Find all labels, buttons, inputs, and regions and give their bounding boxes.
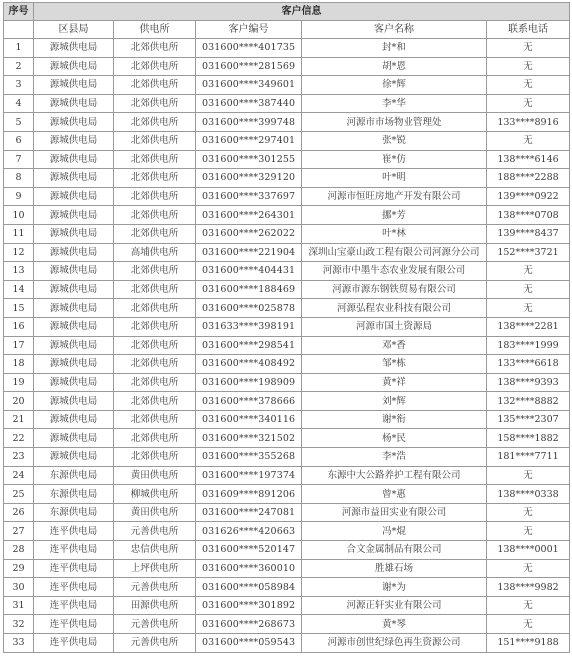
cell-phone: 无 [487,503,570,522]
cell-county: 源城供电局 [34,187,114,206]
cell-code: 031600****198909 [196,373,302,392]
table-row [4,280,570,299]
cell-code: 031600****378666 [196,392,302,411]
cell-station: 北郊供电所 [114,206,196,225]
cell-station: 北郊供电所 [114,280,196,299]
cell-county: 源城供电局 [34,280,114,299]
table-row [4,410,570,429]
cell-phone: 138****6146 [487,150,570,169]
cell-no: 23 [4,448,34,467]
cell-station: 北郊供电所 [114,355,196,374]
cell-phone: 无 [487,262,570,281]
cell-station: 元善供电所 [114,615,196,634]
cell-no: 22 [4,429,34,448]
cell-name: 河源市源东钢铁贸易有限公司 [302,280,487,299]
cell-station: 北郊供电所 [114,76,196,95]
cell-no: 9 [4,187,34,206]
table-row [4,262,570,281]
table-row [4,150,570,169]
cell-county: 源城供电局 [34,299,114,318]
cell-no: 27 [4,522,34,541]
cell-county: 源城供电局 [34,392,114,411]
cell-station: 北郊供电所 [114,392,196,411]
cell-station: 北郊供电所 [114,448,196,467]
cell-station: 北郊供电所 [114,187,196,206]
table-row [4,392,570,411]
cell-station: 黄田供电所 [114,503,196,522]
cell-code: 031600****399748 [196,113,302,132]
cell-code: 031600****268673 [196,615,302,634]
cell-phone: 无 [487,76,570,95]
cell-phone: 133****6618 [487,355,570,374]
cell-station: 北郊供电所 [114,373,196,392]
cell-county: 连平供电局 [34,559,114,578]
cell-phone: 无 [487,57,570,76]
cell-no: 28 [4,541,34,560]
cell-phone: 无 [487,39,570,58]
table-row [4,373,570,392]
cell-county: 连平供电局 [34,634,114,653]
cell-code: 031600****297401 [196,131,302,150]
cell-phone: 无 [487,615,570,634]
cell-code: 031600****262022 [196,224,302,243]
cell-no: 2 [4,57,34,76]
cell-county: 连平供电局 [34,541,114,560]
cell-station: 北郊供电所 [114,94,196,113]
cell-name: 叶*明 [302,169,487,188]
cell-name: 叶*林 [302,224,487,243]
cell-county: 源城供电局 [34,262,114,281]
customer-info-sheet [3,2,569,653]
cell-phone: 133****8916 [487,113,570,132]
cell-station: 北郊供电所 [114,299,196,318]
cell-station: 北郊供电所 [114,169,196,188]
cell-county: 源城供电局 [34,224,114,243]
cell-code: 031600****264301 [196,206,302,225]
cell-name: 河源市恒旺房地产开发有限公司 [302,187,487,206]
cell-station: 北郊供电所 [114,113,196,132]
cell-name: 挪*芳 [302,206,487,225]
cell-code: 031600****025878 [196,299,302,318]
cell-name: 冯*焜 [302,522,487,541]
header-seq: 序号 [4,3,34,21]
cell-name: 河源市创世纪绿色再生资源公司 [302,634,487,653]
cell-phone: 138****0338 [487,485,570,504]
cell-code: 031609****891206 [196,485,302,504]
customer-table [3,2,570,653]
cell-no: 4 [4,94,34,113]
cell-county: 东源供电局 [34,485,114,504]
cell-county: 源城供电局 [34,39,114,58]
table-row [4,243,570,262]
cell-code: 031600****355268 [196,448,302,467]
cell-code: 031600****301892 [196,596,302,615]
table-row [4,559,570,578]
cell-phone: 138****9982 [487,578,570,597]
cell-county: 源城供电局 [34,373,114,392]
cell-name: 封*和 [302,39,487,58]
cell-name: 河源弘程农业科技有限公司 [302,299,487,318]
table-row [4,169,570,188]
table-row [4,503,570,522]
table-body [4,39,570,653]
cell-county: 源城供电局 [34,317,114,336]
cell-no: 10 [4,206,34,225]
cell-name: 邓*香 [302,336,487,355]
cell-station: 黄田供电所 [114,466,196,485]
cell-phone: 138****0708 [487,206,570,225]
cell-name: 谢*衔 [302,410,487,429]
cell-name: 深圳山宝豪山政工程有限公司河源分公司 [302,243,487,262]
cell-phone: 无 [487,280,570,299]
cell-phone: 无 [487,559,570,578]
cell-name: 河源正轩实业有限公司 [302,596,487,615]
cell-station: 柳城供电所 [114,485,196,504]
cell-name: 崔*仿 [302,150,487,169]
header-code: 客户编号 [196,21,302,39]
cell-station: 北郊供电所 [114,317,196,336]
cell-name: 杨*民 [302,429,487,448]
table-row [4,466,570,485]
cell-name: 黄*琴 [302,615,487,634]
cell-no: 24 [4,466,34,485]
table-row [4,578,570,597]
cell-no: 20 [4,392,34,411]
cell-name: 徐*辉 [302,76,487,95]
cell-code: 031600****401735 [196,39,302,58]
cell-station: 元善供电所 [114,522,196,541]
cell-phone: 无 [487,131,570,150]
table-row [4,57,570,76]
cell-station: 北郊供电所 [114,131,196,150]
cell-no: 32 [4,615,34,634]
cell-phone: 无 [487,299,570,318]
header-seq-blank [4,21,34,39]
cell-name: 胡*恩 [302,57,487,76]
cell-county: 源城供电局 [34,76,114,95]
cell-phone: 138****9393 [487,373,570,392]
cell-station: 北郊供电所 [114,150,196,169]
cell-no: 31 [4,596,34,615]
cell-county: 源城供电局 [34,410,114,429]
cell-code: 031600****058984 [196,578,302,597]
cell-station: 忠信供电所 [114,541,196,560]
cell-no: 11 [4,224,34,243]
cell-no: 14 [4,280,34,299]
table-row [4,634,570,653]
cell-phone: 158****1882 [487,429,570,448]
cell-name: 东源中大公路养护工程有限公司 [302,466,487,485]
table-row [4,131,570,150]
cell-code: 031600****197374 [196,466,302,485]
cell-code: 031600****337697 [196,187,302,206]
table-row [4,76,570,95]
cell-no: 17 [4,336,34,355]
cell-no: 19 [4,373,34,392]
cell-code: 031633****398191 [196,317,302,336]
table-row [4,541,570,560]
cell-no: 15 [4,299,34,318]
cell-station: 北郊供电所 [114,336,196,355]
cell-name: 黄*祥 [302,373,487,392]
table-row [4,429,570,448]
table-row [4,94,570,113]
cell-code: 031600****360010 [196,559,302,578]
table-row [4,113,570,132]
cell-county: 源城供电局 [34,243,114,262]
cell-name: 河源市市场物业管理处 [302,113,487,132]
cell-station: 北郊供电所 [114,39,196,58]
cell-station: 北郊供电所 [114,262,196,281]
cell-county: 东源供电局 [34,503,114,522]
table-row [4,355,570,374]
cell-code: 031600****301255 [196,150,302,169]
cell-no: 3 [4,76,34,95]
cell-name: 河源市中墨牛态农业发展有限公司 [302,262,487,281]
cell-code: 031600****404431 [196,262,302,281]
header-name: 客户名称 [302,21,487,39]
table-row [4,485,570,504]
header-row-columns [4,21,570,39]
cell-no: 12 [4,243,34,262]
cell-phone: 无 [487,466,570,485]
cell-county: 连平供电局 [34,578,114,597]
cell-station: 北郊供电所 [114,410,196,429]
cell-code: 031600****321502 [196,429,302,448]
cell-station: 北郊供电所 [114,57,196,76]
table-row [4,448,570,467]
header-phone: 联系电话 [487,21,570,39]
cell-code: 031600****281569 [196,57,302,76]
header-station: 供电所 [114,21,196,39]
cell-station: 元善供电所 [114,634,196,653]
cell-name: 刘*辉 [302,392,487,411]
cell-name: 谢*为 [302,578,487,597]
cell-county: 连平供电局 [34,596,114,615]
cell-county: 源城供电局 [34,113,114,132]
cell-code: 031600****520147 [196,541,302,560]
cell-no: 1 [4,39,34,58]
cell-name: 胜雄石场 [302,559,487,578]
cell-code: 031600****188469 [196,280,302,299]
cell-no: 33 [4,634,34,653]
table-row [4,336,570,355]
table-row [4,187,570,206]
cell-name: 曾*惠 [302,485,487,504]
cell-county: 连平供电局 [34,615,114,634]
cell-phone: 188****2288 [487,169,570,188]
cell-phone: 138****2281 [487,317,570,336]
cell-county: 源城供电局 [34,131,114,150]
cell-code: 031600****059543 [196,634,302,653]
cell-station: 元善供电所 [114,578,196,597]
cell-station: 北郊供电所 [114,429,196,448]
cell-code: 031600****329120 [196,169,302,188]
cell-county: 源城供电局 [34,169,114,188]
table-row [4,206,570,225]
cell-code: 031600****298541 [196,336,302,355]
cell-no: 30 [4,578,34,597]
cell-no: 13 [4,262,34,281]
header-customer-info: 客户信息 [34,3,570,21]
cell-no: 29 [4,559,34,578]
cell-no: 18 [4,355,34,374]
cell-station: 田源供电所 [114,596,196,615]
cell-county: 源城供电局 [34,355,114,374]
cell-county: 东源供电局 [34,466,114,485]
cell-station: 上坪供电所 [114,559,196,578]
cell-phone: 183****1999 [487,336,570,355]
cell-name: 河源市益田实业有限公司 [302,503,487,522]
table-row [4,522,570,541]
cell-no: 25 [4,485,34,504]
cell-phone: 139****0922 [487,187,570,206]
cell-code: 031626****420663 [196,522,302,541]
table-row [4,39,570,58]
cell-phone: 151****9188 [487,634,570,653]
cell-no: 7 [4,150,34,169]
cell-name: 合文金属制品有限公司 [302,541,487,560]
cell-county: 源城供电局 [34,336,114,355]
cell-name: 张*锐 [302,131,487,150]
cell-station: 高埔供电所 [114,243,196,262]
cell-county: 源城供电局 [34,150,114,169]
cell-county: 源城供电局 [34,448,114,467]
cell-no: 26 [4,503,34,522]
cell-name: 邹*栋 [302,355,487,374]
table-row [4,615,570,634]
cell-county: 连平供电局 [34,522,114,541]
cell-station: 北郊供电所 [114,224,196,243]
cell-no: 21 [4,410,34,429]
table-row [4,317,570,336]
cell-name: 河源市国土资源局 [302,317,487,336]
cell-code: 031600****247081 [196,503,302,522]
cell-phone: 无 [487,596,570,615]
cell-code: 031600****340116 [196,410,302,429]
table-row [4,596,570,615]
cell-no: 8 [4,169,34,188]
cell-no: 16 [4,317,34,336]
cell-code: 031600****387440 [196,94,302,113]
cell-phone: 无 [487,522,570,541]
cell-code: 031600****408492 [196,355,302,374]
cell-phone: 132****8882 [487,392,570,411]
header-county: 区县局 [34,21,114,39]
cell-county: 源城供电局 [34,429,114,448]
table-row [4,224,570,243]
cell-phone: 181****7711 [487,448,570,467]
cell-name: 李*华 [302,94,487,113]
cell-code: 031600****349601 [196,76,302,95]
cell-county: 源城供电局 [34,57,114,76]
cell-phone: 152****3721 [487,243,570,262]
cell-county: 源城供电局 [34,94,114,113]
cell-phone: 139****8437 [487,224,570,243]
header-row-group [4,3,570,21]
cell-no: 5 [4,113,34,132]
cell-phone: 135****2307 [487,410,570,429]
cell-county: 源城供电局 [34,206,114,225]
cell-phone: 138****0001 [487,541,570,560]
cell-phone: 无 [487,94,570,113]
cell-name: 李*浩 [302,448,487,467]
cell-no: 6 [4,131,34,150]
table-row [4,299,570,318]
cell-code: 031600****221904 [196,243,302,262]
